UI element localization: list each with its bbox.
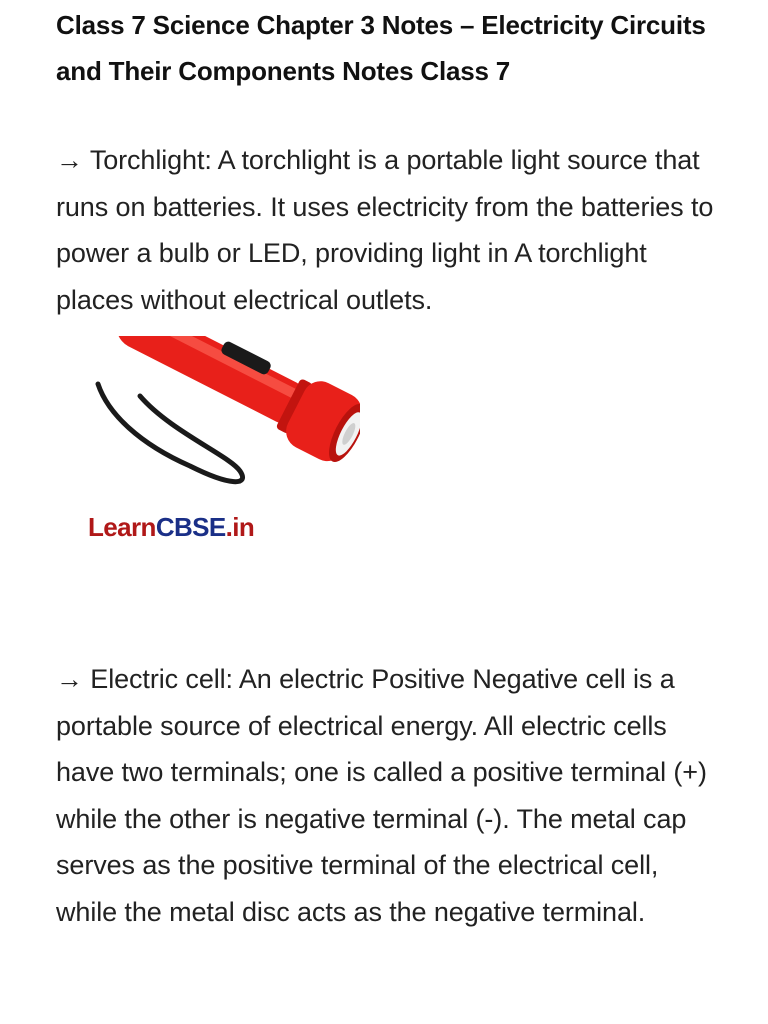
paragraph-electric-cell: → Electric cell: An electric Positive Negative cell is a portable source of electrical energy. All electric cells have two terminals; one is called a positive terminal (+) while the other is negative terminal (-). The metal cap serves as the positive terminal of the electrical cell, while the metal disc acts as the negative terminal. [56, 664, 707, 927]
article [56, 0, 716, 935]
torchlight-figure [56, 336, 376, 556]
torch-strap [98, 384, 243, 482]
learncbse-watermark: LearnCBSE.in [88, 512, 255, 542]
torchlight-image [80, 336, 360, 506]
page-title: Class 7 Science Chapter 3 Notes – Electricity Circuits and Their Components Notes Class 7 [56, 10, 706, 86]
paragraph-torchlight: → Torchlight: A torchlight is a portable light source that runs on batteries. It uses electricity from the batteries to power a bulb or LED, providing light in A torchlight places without electrical outlets. [56, 145, 714, 315]
